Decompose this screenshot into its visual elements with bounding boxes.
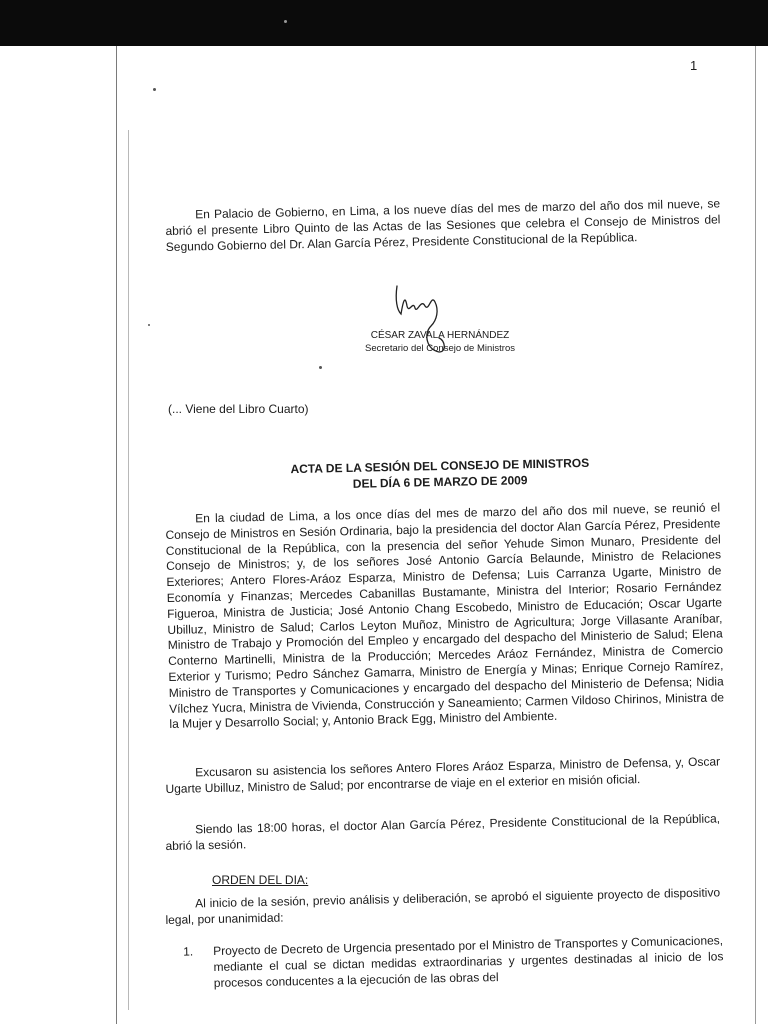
signature-block <box>340 280 540 360</box>
signatory-title: Secretario del Consejo de Ministros <box>365 343 515 354</box>
list-item-number: 1. <box>183 944 194 959</box>
signatory-name: CÉSAR ZAVALA HERNÁNDEZ <box>370 330 510 341</box>
attendance-paragraph: En la ciudad de Lima, a los once días del mes de marzo del año dos mil nueve, se reunió el Consejo de Ministros en Sesión Ordinaria, bajo la presidencia del doctor Alan García Pérez, Presidente Constitucional de la República, con la presencia del señor Yehude Simon Munaro, Presidente del Consejo de Ministros; y, de los señores José Antonio García Belaunde, Ministro de Relaciones Exteriores; Antero Flores-Aráoz Esparza, Ministro de Defensa; Luis Carranza Ugarte, Ministro de Economía y Finanzas; Mercedes Cabanillas Bustamante, Ministra del Interior; Rosario Fernández Figueroa, Ministra de Justicia; José Antonio Chang Escobedo, Ministro de Educación; Oscar Ugarte Ubilluz, Ministro de Salud; Carlos Leyton Muñoz, Ministro de Agricultura; Jorge Villasante Araníbar, Ministro de Trabajo y Promoción del Empleo y encargado del despacho del Ministerio de Salud; Elena Conterno Martinelli, Ministra de la Producción; Mercedes Aráoz Fernández, Ministra de Comercio Exterior y Turismo; Pedro Sánchez Gamarra, Ministro de Energía y Minas; Enrique Cornejo Ramírez, Ministro de Transportes y Comunicaciones y encargado del despacho del Ministerio de Defensa; Nidia Vílchez Yucra, Ministra de Vivienda, Construcción y Saneamiento; Carmen Vildoso Chirinos, Ministra de la Mujer y Desarrollo Social; y, Antonio Brack Egg, Ministro del Ambiente. <box>165 500 725 732</box>
opening-paragraph: En Palacio de Gobierno, en Lima, a los nueve días del mes de marzo del año dos mil nueve, se abrió el presente Libro Quinto de las Actas de las Sesiones que celebra el Consejo de Ministros del Segundo Gobierno del Dr. Alan García Pérez, Presidente Constitucional de la República. <box>165 196 721 254</box>
acta-heading-line-2: DEL DÍA 6 DE MARZO DE 2009 <box>352 473 528 491</box>
scan-speck <box>284 20 287 23</box>
page-right-edge <box>755 46 756 1024</box>
scan-speck <box>148 324 150 326</box>
orden-del-dia-heading: ORDEN DEL DIA: <box>212 873 309 887</box>
scan-top-bar <box>0 0 768 46</box>
scan-speck <box>319 366 322 369</box>
page-left-edge <box>116 46 117 1024</box>
page-number: 1 <box>690 58 698 73</box>
page-fold-line <box>128 130 129 1010</box>
list-item-text: Proyecto de Decreto de Urgencia presentado por el Ministro de Transportes y Comunicaciones, mediante el cual se dictan medidas extraordinarias y urgentes destinadas al inicio de los procesos conducentes a la ejecución de las obras del <box>213 933 724 990</box>
excuse-paragraph: Excusaron su asistencia los señores Antero Flores Aráoz Esparza, Ministro de Defensa, y, Oscar Ugarte Ubilluz, Ministro de Salud; por encontrarse de viaje en el exterior en misión oficial. <box>165 754 721 796</box>
approval-paragraph: Al inicio de la sesión, previo análisis y deliberación, se aprobó el siguiente proyecto de dispositivo legal, por unanimidad: <box>165 885 721 927</box>
acta-heading-line-1: ACTA DE LA SESIÓN DEL CONSEJO DE MINISTROS <box>290 455 590 477</box>
scan-speck <box>153 88 156 91</box>
session-opening-paragraph: Siendo las 18:00 horas, el doctor Alan García Pérez, Presidente Constitucional de la República, abrió la sesión. <box>165 811 721 853</box>
continuation-note: (... Viene del Libro Cuarto) <box>168 402 309 416</box>
